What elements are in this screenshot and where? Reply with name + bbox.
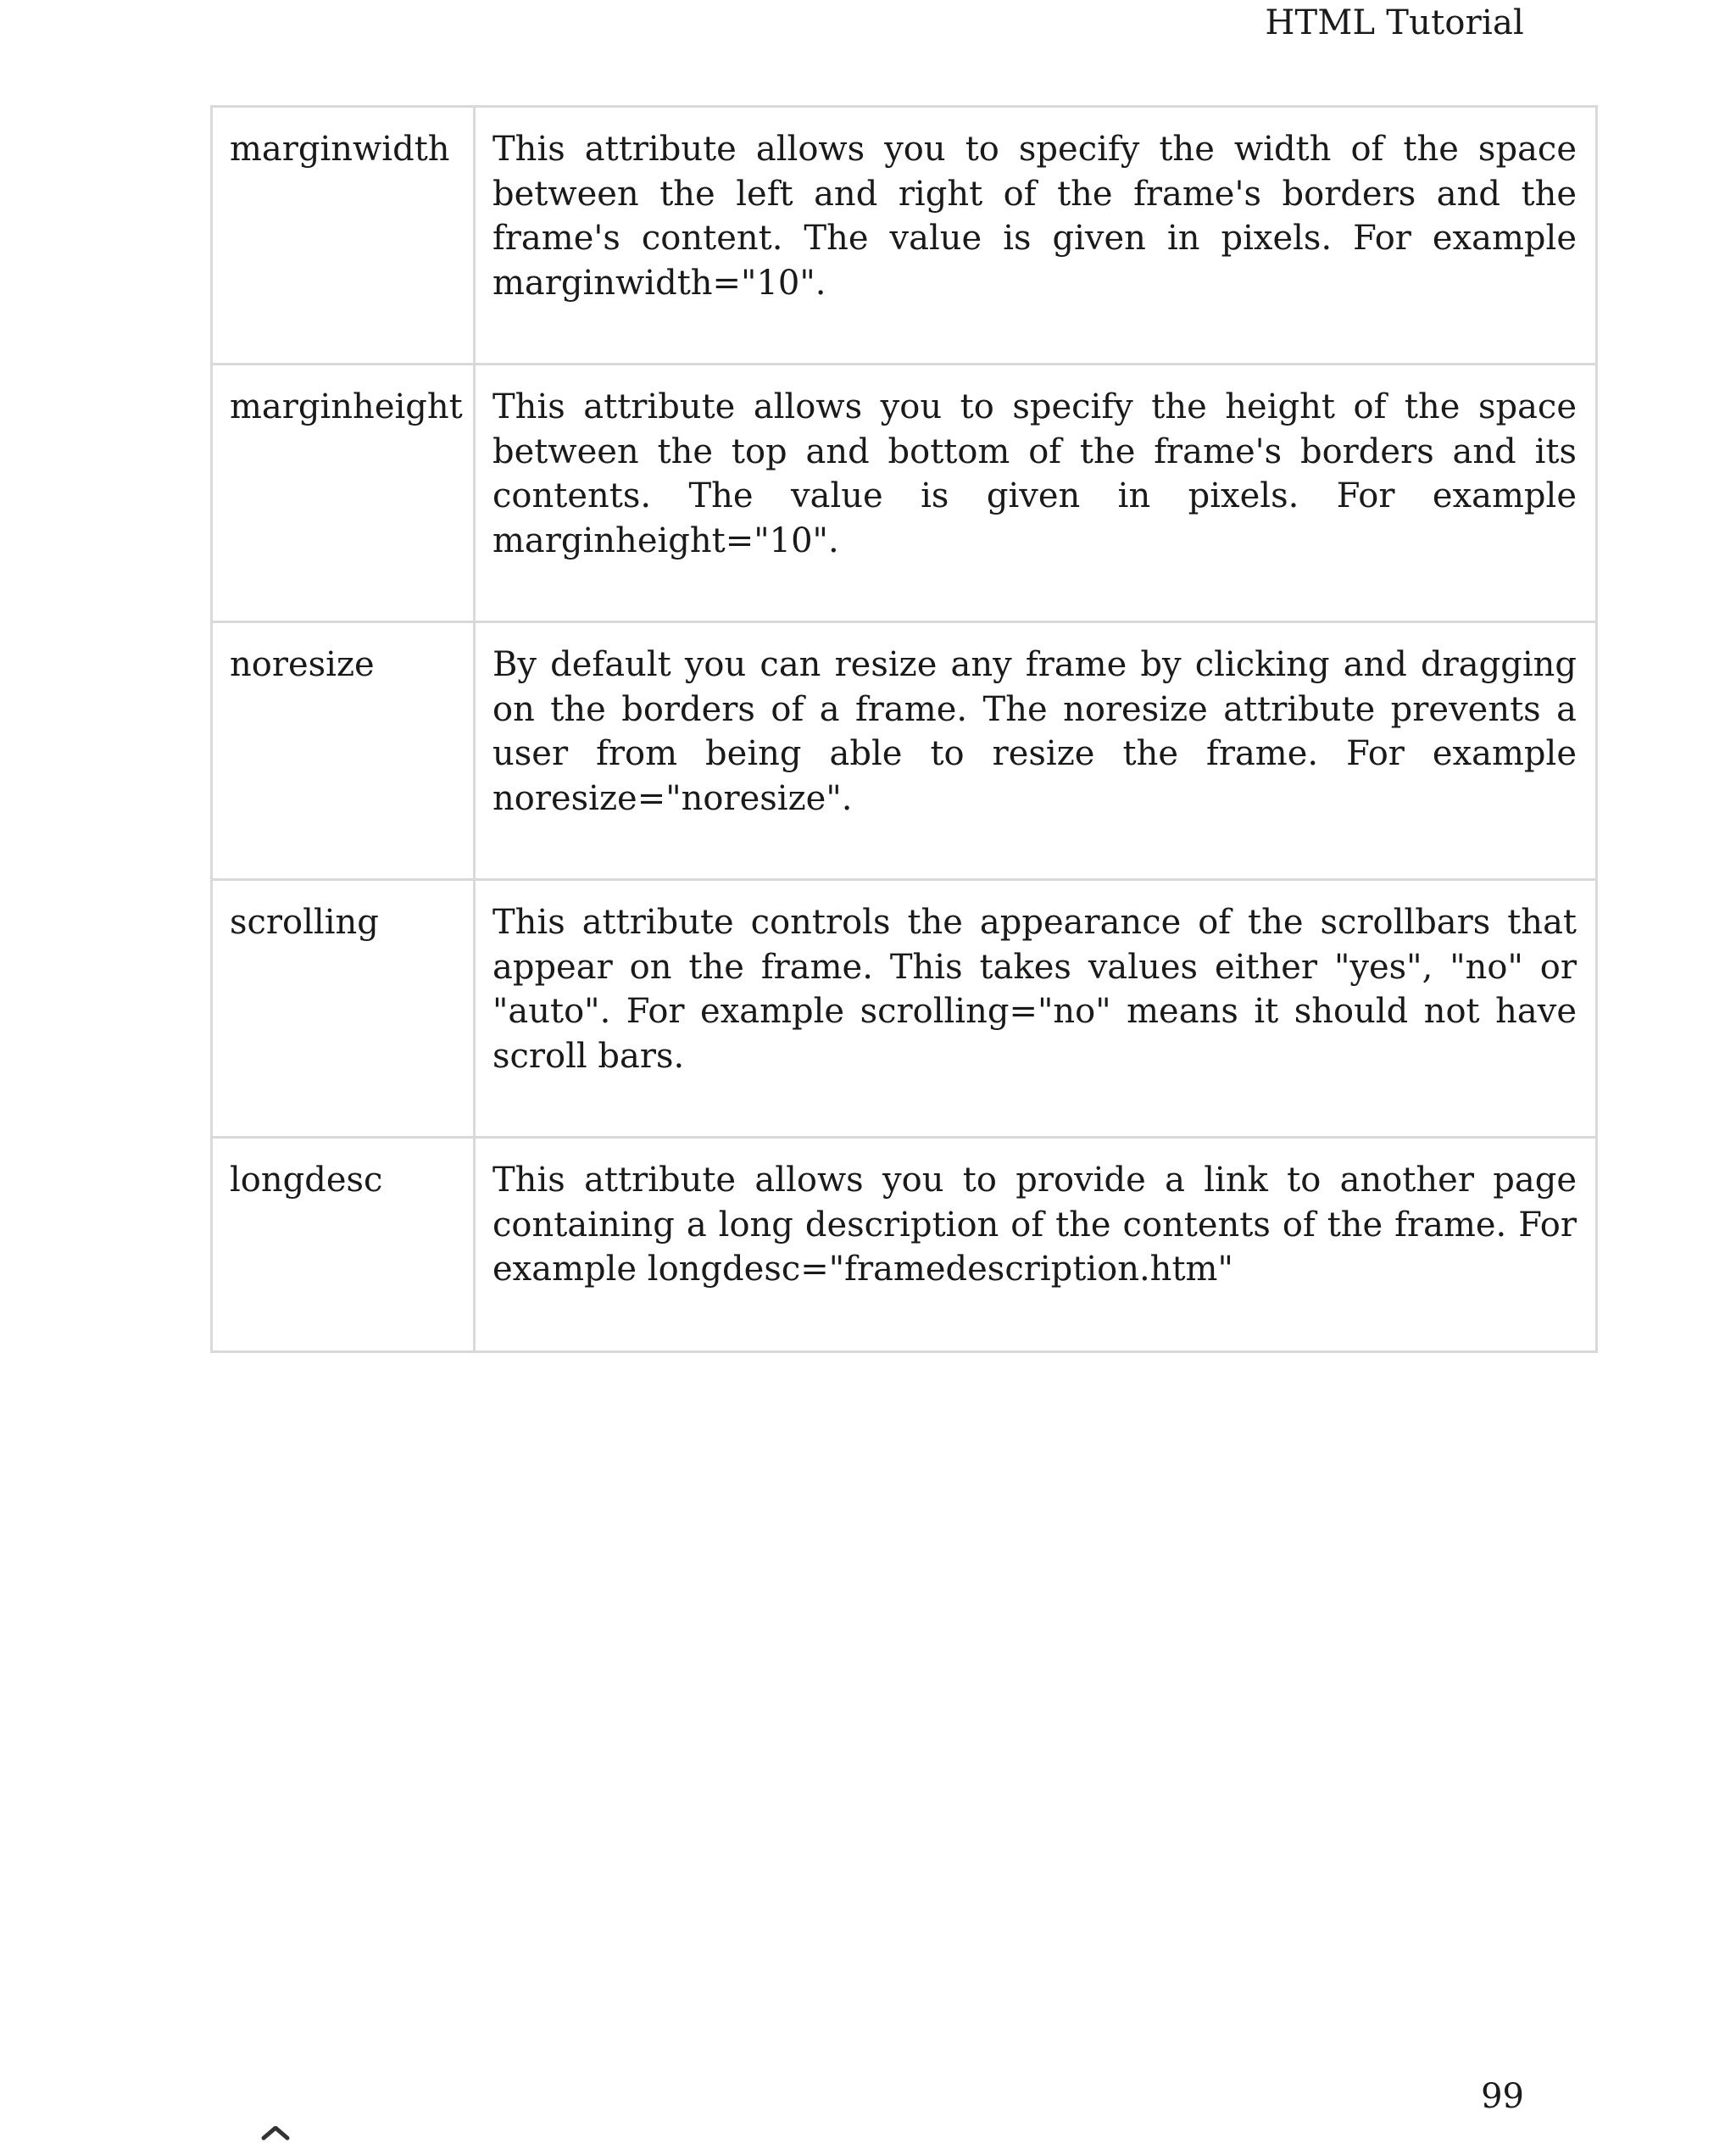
table-row xyxy=(212,880,1597,1138)
attribute-name-cell: marginwidth xyxy=(212,107,475,365)
table-row xyxy=(212,622,1597,880)
table-row xyxy=(212,365,1597,622)
attribute-description-cell: This attribute controls the appearance of the scrollbars that appear on the frame. This takes values either "yes", "no" or "auto". For example scrolling="no" means it should not have scroll bars. xyxy=(475,880,1597,1138)
attribute-description-cell: By default you can resize any frame by clicking and dragging on the borders of a frame. The noresize attribute prevents a user from being able to resize the frame. For example noresize="noresize". xyxy=(475,622,1597,880)
attribute-name-cell: noresize xyxy=(212,622,475,880)
chevron-up-icon[interactable] xyxy=(261,2126,290,2155)
attribute-name-cell: scrolling xyxy=(212,880,475,1138)
table-row xyxy=(212,1138,1597,1352)
frame-attributes-table xyxy=(210,105,1598,1353)
table-row xyxy=(212,107,1597,365)
running-header-title: HTML Tutorial xyxy=(1265,3,1524,42)
attribute-description-cell: This attribute allows you to specify the height of the space between the top and bottom of the frame's borders and its contents. The value is given in pixels. For example marginheight="10". xyxy=(475,365,1597,622)
page-number: 99 xyxy=(1481,2077,1524,2116)
attribute-name-cell: longdesc xyxy=(212,1138,475,1352)
attribute-name-cell: marginheight xyxy=(212,365,475,622)
attribute-description-cell: This attribute allows you to provide a link to another page containing a long description of the contents of the frame. For example longdesc="framedescription.htm" xyxy=(475,1138,1597,1352)
attribute-description-cell: This attribute allows you to specify the width of the space between the left and right of the frame's borders and the frame's content. The value is given in pixels. For example marginwidth="10". xyxy=(475,107,1597,365)
